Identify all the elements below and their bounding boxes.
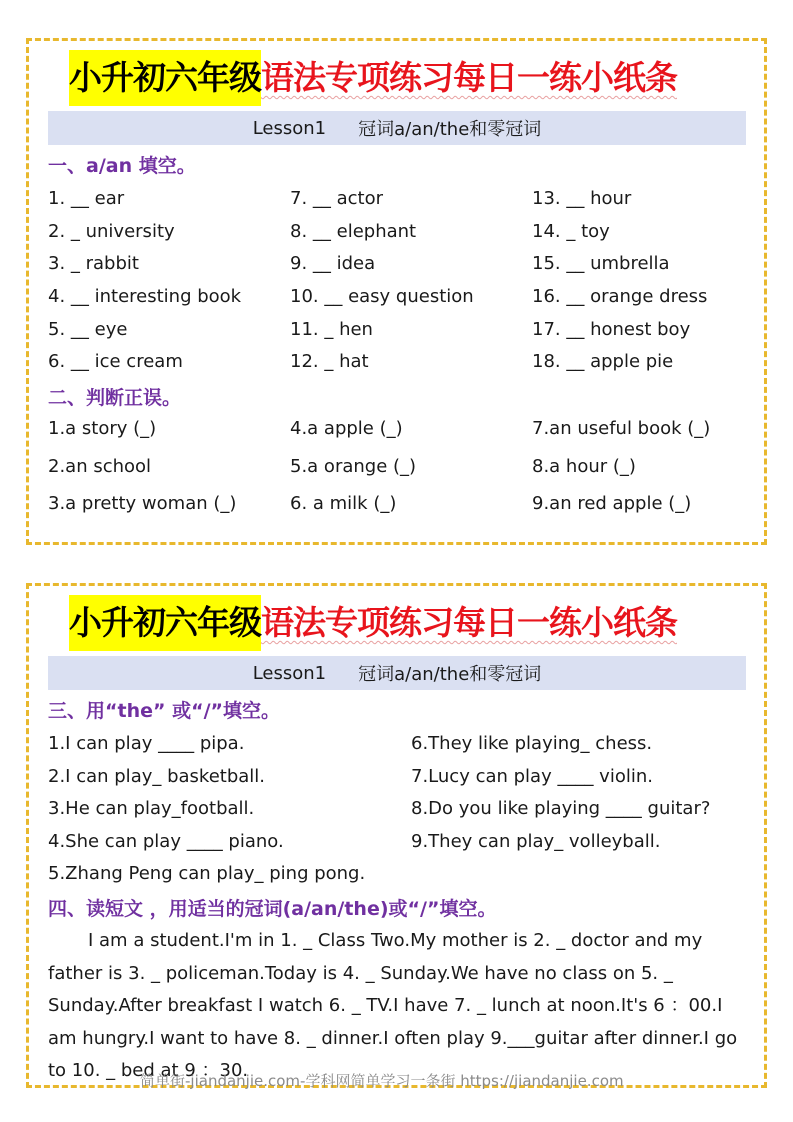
s3-item: 9.They can play_ volleyball.	[411, 831, 661, 852]
s1-item: 1. __ ear	[48, 188, 125, 209]
s1-item: 18. __ apple pie	[532, 351, 674, 372]
title-highlighted: 小升初六年级	[69, 50, 261, 106]
s1-item: 6. __ ice cream	[48, 351, 183, 372]
lesson-label: Lesson1	[252, 662, 327, 684]
s1-item: 4. __ interesting book	[48, 286, 242, 307]
worksheet-title	[69, 49, 677, 107]
s2-item: 3.a pretty woman (_)	[48, 493, 237, 514]
section3-heading: 三、用“the” 或“/”填空。	[48, 700, 280, 722]
worksheet-card-1	[26, 38, 767, 545]
s1-item: 8. __ elephant	[290, 221, 417, 242]
s3-item: 4.She can play ____ piano.	[48, 831, 284, 852]
s1-item: 2. _ university	[48, 221, 175, 242]
watermark: 简单街-jiandanjie.com-学科网简单学习一条街 https://jiandanjie.com	[140, 1072, 624, 1090]
section4-heading: 四、读短文 ，用适当的冠词(a/an/the)或“/”填空。	[48, 898, 497, 920]
s1-item: 12. _ hat	[290, 351, 369, 372]
title-red: 语法专项练习每日一练小纸条	[261, 603, 677, 642]
s1-item: 3. _ rabbit	[48, 253, 139, 274]
s1-item: 5. __ eye	[48, 319, 128, 340]
s2-item: 8.a hour (_)	[532, 456, 636, 477]
s2-item: 7.an useful book (_)	[532, 418, 711, 439]
section4-passage	[48, 925, 753, 1088]
lesson-label: Lesson1	[252, 117, 327, 139]
s2-item: 9.an red apple (_)	[532, 493, 692, 514]
s3-item: 5.Zhang Peng can play_ ping pong.	[48, 863, 366, 884]
lesson-bar	[48, 656, 746, 690]
s2-item: 2.an school	[48, 456, 152, 477]
worksheet-title	[69, 594, 677, 652]
s1-item: 10. __ easy question	[290, 286, 474, 307]
s1-item: 15. __ umbrella	[532, 253, 670, 274]
passage-text: I am a student.I'm in 1. _ Class Two.My mother is 2. _ doctor and my father is 3. _ policeman.Today is 4. _ Sunday.We have no class on 5. _ Sunday.After breakfast I watch 6. _ TV.I have 7. _ lunch at noon.It's 6 ：00.I am hungry.I want to have 8. _ dinner.I often play 9.___guitar after dinner.I go to 10. _ bed at 9 ：30.	[48, 930, 738, 1081]
section1-heading: 一、a/an 填空。	[48, 155, 196, 177]
s1-item: 11. _ hen	[290, 319, 373, 340]
s3-item: 1.I can play ____ pipa.	[48, 733, 245, 754]
s2-item: 5.a orange (_)	[290, 456, 417, 477]
s1-item: 14. _ toy	[532, 221, 610, 242]
s2-item: 4.a apple (_)	[290, 418, 403, 439]
s2-item: 6. a milk (_)	[290, 493, 397, 514]
s1-item: 13. __ hour	[532, 188, 632, 209]
title-red: 语法专项练习每日一练小纸条	[261, 58, 677, 97]
s1-item: 9. __ idea	[290, 253, 376, 274]
s3-item: 6.They like playing_ chess.	[411, 733, 653, 754]
s1-item: 7. __ actor	[290, 188, 384, 209]
s2-item: 1.a story (_)	[48, 418, 157, 439]
s3-item: 7.Lucy can play ____ violin.	[411, 766, 653, 787]
s3-item: 2.I can play_ basketball.	[48, 766, 266, 787]
lesson-topic: 冠词a/an/the和零冠词	[358, 664, 542, 685]
worksheet-card-2	[26, 583, 767, 1088]
s1-item: 17. __ honest boy	[532, 319, 691, 340]
s3-item: 8.Do you like playing ____ guitar?	[411, 798, 711, 819]
title-highlighted: 小升初六年级	[69, 595, 261, 651]
lesson-bar	[48, 111, 746, 145]
s1-item: 16. __ orange dress	[532, 286, 708, 307]
s3-item: 3.He can play_football.	[48, 798, 255, 819]
section2-heading: 二、判断正误。	[48, 387, 182, 409]
lesson-topic: 冠词a/an/the和零冠词	[358, 119, 542, 140]
